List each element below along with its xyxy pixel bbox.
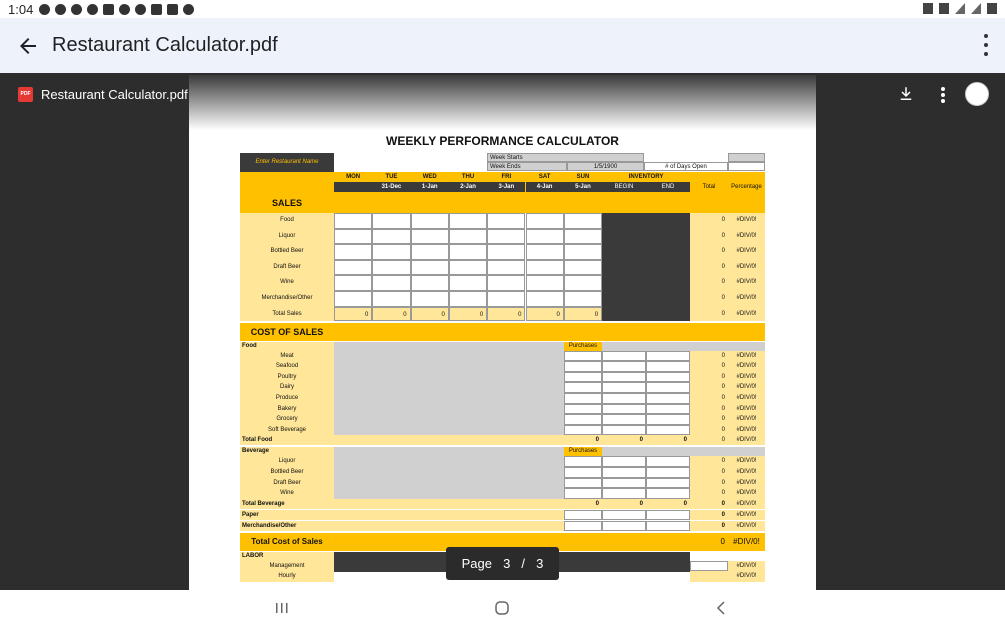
food-purchase-cell (564, 351, 602, 362)
sales-row-label: Draft Beer (240, 260, 334, 276)
date-header: 4-Jan (526, 182, 564, 192)
sheet-title: WEEKLY PERFORMANCE CALCULATOR (386, 134, 619, 148)
day-header: MON (334, 173, 372, 182)
total-sales-cell: 0 (564, 307, 602, 321)
sales-input-cell (564, 275, 602, 291)
sales-input-cell (449, 260, 487, 276)
sales-total-cell: 0 (690, 229, 728, 245)
inventory-header: INVENTORY (602, 173, 690, 182)
total-header: Total (690, 182, 728, 192)
beverage-row-gray (334, 467, 564, 478)
sales-input-cell (372, 244, 410, 260)
sales-input-cell (564, 244, 602, 260)
food-total-cell: 0 (690, 425, 728, 436)
sales-input-cell (526, 260, 564, 276)
days-open-label: # of Days Open (644, 162, 728, 171)
food-end-cell (646, 351, 690, 362)
food-begin-cell (602, 404, 646, 415)
food-pct-cell: #DIV/0! (728, 382, 765, 393)
viewer-file-name: Restaurant Calculator.pdf (41, 87, 188, 102)
food-row-gray (334, 351, 564, 362)
labor-pct-cell: #DIV/0! (728, 561, 765, 572)
paper-purchase-cell (564, 510, 602, 520)
food-total-cell: 0 (690, 382, 728, 393)
food-row-label: Grocery (240, 414, 334, 425)
total-sales-cell: 0 (411, 307, 449, 321)
beverage-row-label: Draft Beer (240, 478, 334, 489)
food-end-cell (646, 414, 690, 425)
sales-header: SALES (240, 194, 334, 213)
sales-total-cell: 0 (690, 260, 728, 276)
avatar[interactable] (965, 82, 989, 106)
food-row-label: Soft Beverage (240, 425, 334, 436)
merch-pct: #DIV/0! (728, 521, 765, 531)
paper-total: 0 (690, 510, 728, 520)
sales-input-cell (526, 229, 564, 245)
sales-inventory-cell (602, 244, 690, 260)
page-label: Page (461, 556, 492, 571)
beverage-begin-cell (602, 488, 646, 499)
food-purchase-cell (564, 414, 602, 425)
food-purchase-cell (564, 425, 602, 436)
beverage-total-cell: 0 (690, 478, 728, 489)
food-end-cell (646, 361, 690, 372)
beverage-purchase-cell (564, 467, 602, 478)
food-pct-cell: #DIV/0! (728, 425, 765, 436)
food-begin-cell (602, 361, 646, 372)
date-header: 1-Jan (411, 182, 449, 192)
sales-input-cell (411, 244, 449, 260)
restaurant-name-field: Enter Restaurant Name (240, 153, 334, 172)
beverage-purchase-cell (564, 488, 602, 499)
sales-input-cell (449, 275, 487, 291)
sales-total-cell: 0 (690, 213, 728, 229)
app-icon (135, 4, 146, 15)
pdf-page (189, 75, 816, 590)
page-top-shadow (189, 75, 816, 130)
header-blank (728, 153, 765, 162)
page-indicator (446, 547, 559, 580)
food-row-label: Bakery (240, 404, 334, 415)
sales-input-cell (487, 244, 525, 260)
beverage-pct-cell: #DIV/0! (728, 478, 765, 489)
sales-input-cell (449, 291, 487, 307)
app-bar (0, 18, 1005, 73)
beverage-gray-right (602, 447, 765, 456)
total-sales-cell: 0 (526, 307, 564, 321)
sales-input-cell (564, 291, 602, 307)
food-begin-cell (602, 372, 646, 383)
food-total-cell: 0 (690, 393, 728, 404)
date-header (334, 182, 372, 192)
total-cost-pct: #DIV/0! (728, 533, 765, 551)
cast-icon (103, 4, 114, 15)
begin-header: BEGIN (602, 182, 646, 192)
total-food-begin: 0 (602, 435, 646, 445)
sales-row-label: Bottled Beer (240, 244, 334, 260)
day-header: TUE (372, 173, 410, 182)
food-end-cell (646, 382, 690, 393)
labor-row-label: Hourly (240, 571, 334, 582)
page-total: 3 (536, 556, 544, 571)
paper-end-cell (646, 510, 690, 520)
pdf-viewer[interactable] (0, 73, 1005, 590)
labor-pct-cell: #DIV/0! (728, 571, 765, 582)
download-icon[interactable] (897, 85, 915, 103)
sales-inventory-cell (602, 260, 690, 276)
beverage-purchase-cell (564, 478, 602, 489)
merch-end-cell (646, 521, 690, 531)
paper-label: Paper (240, 510, 564, 520)
system-nav-bar (0, 590, 1005, 628)
food-row-gray (334, 372, 564, 383)
total-beverage-label: Total Beverage (240, 499, 440, 509)
info-icon (151, 4, 162, 15)
food-row-gray (334, 404, 564, 415)
beverage-row-label: Bottled Beer (240, 467, 334, 478)
bluetooth-icon (939, 3, 949, 14)
sales-input-cell (487, 213, 525, 229)
total-food-pct: #DIV/0! (728, 435, 765, 445)
food-total-cell: 0 (690, 351, 728, 362)
back-arrow-icon[interactable] (16, 34, 40, 58)
food-pct-cell: #DIV/0! (728, 393, 765, 404)
food-end-cell (646, 372, 690, 383)
food-row-gray (334, 425, 564, 436)
date-header: 2-Jan (449, 182, 487, 192)
beverage-pct-cell: #DIV/0! (728, 456, 765, 467)
food-row-label: Produce (240, 393, 334, 404)
sales-input-cell (411, 229, 449, 245)
food-purchase-cell (564, 382, 602, 393)
total-food-label: Total Food (240, 435, 440, 445)
total-sales-inventory (602, 307, 690, 321)
day-header: SAT (526, 173, 564, 182)
sales-input-cell (564, 229, 602, 245)
sales-total-cell: 0 (690, 244, 728, 260)
total-sales-total: 0 (690, 307, 728, 321)
total-beverage-purchases: 0 (564, 499, 602, 509)
beverage-row-label: Liquor (240, 456, 334, 467)
beverage-total-cell: 0 (690, 467, 728, 478)
food-end-cell (646, 393, 690, 404)
page-separator: / (521, 556, 526, 571)
percentage-header: Percentage (728, 182, 765, 192)
day-header: FRI (487, 173, 525, 182)
sales-input-cell (487, 275, 525, 291)
merch-total: 0 (690, 521, 728, 531)
labor-label: LABOR (240, 552, 334, 561)
sales-pct-cell: #DIV/0! (728, 275, 765, 291)
back-nav-icon[interactable] (714, 600, 730, 616)
document-title: Restaurant Calculator.pdf (52, 34, 278, 56)
food-row-gray (334, 393, 564, 404)
beverage-row-gray (334, 478, 564, 489)
food-purchases-label: Purchases (564, 342, 602, 351)
food-gray (334, 342, 564, 351)
sales-pct-cell: #DIV/0! (728, 260, 765, 276)
sales-input-cell (449, 213, 487, 229)
food-purchase-cell (564, 372, 602, 383)
sales-row-label: Food (240, 213, 334, 229)
beverage-begin-cell (602, 456, 646, 467)
beverage-begin-cell (602, 478, 646, 489)
sales-total-cell: 0 (690, 291, 728, 307)
sales-row-label: Wine (240, 275, 334, 291)
beverage-row-gray (334, 488, 564, 499)
total-cost-total: 0 (690, 533, 728, 551)
sales-row-label: Merchandise/Other (240, 291, 334, 307)
sales-input-cell (526, 244, 564, 260)
week-starts-label: Week Starts (487, 153, 644, 162)
week-ends-label: Week Ends (487, 162, 567, 171)
food-row-label: Meat (240, 351, 334, 362)
food-begin-cell (602, 414, 646, 425)
recent-apps-icon[interactable] (274, 600, 290, 616)
labor-total-cell (690, 571, 728, 582)
sales-input-cell (411, 275, 449, 291)
sales-pct-cell: #DIV/0! (728, 213, 765, 229)
end-header: END (646, 182, 690, 192)
sales-input-cell (334, 244, 372, 260)
beverage-total-cell: 0 (690, 488, 728, 499)
signal-icon (971, 3, 981, 14)
status-bar (0, 0, 1005, 18)
bluetooth-icon (55, 4, 66, 15)
food-purchase-cell (564, 404, 602, 415)
beverage-begin-cell (602, 467, 646, 478)
mail-icon (167, 4, 178, 15)
sales-input-cell (334, 275, 372, 291)
sales-inventory-cell (602, 275, 690, 291)
food-pct-cell: #DIV/0! (728, 372, 765, 383)
food-total-cell: 0 (690, 372, 728, 383)
food-total-cell: 0 (690, 361, 728, 372)
paper-pct: #DIV/0! (728, 510, 765, 520)
beverage-end-cell (646, 467, 690, 478)
app-icon (71, 4, 82, 15)
food-row-label: Seafood (240, 361, 334, 372)
date-header: 5-Jan (564, 182, 602, 192)
sales-input-cell (411, 260, 449, 276)
sales-input-cell (411, 291, 449, 307)
sales-input-cell (372, 213, 410, 229)
sales-row-label: Liquor (240, 229, 334, 245)
day-header: WED (411, 173, 449, 182)
beverage-pct-cell: #DIV/0! (728, 467, 765, 478)
food-row-gray (334, 361, 564, 372)
page-current: 3 (503, 556, 511, 571)
header-blank (728, 162, 765, 171)
sales-input-cell (372, 275, 410, 291)
sales-inventory-cell (602, 213, 690, 229)
food-total-cell: 0 (690, 414, 728, 425)
beverage-row-gray (334, 456, 564, 467)
total-beverage-pct: #DIV/0! (728, 499, 765, 509)
sales-input-cell (564, 213, 602, 229)
food-row-label: Poultry (240, 372, 334, 383)
food-label: Food (240, 342, 334, 351)
food-end-cell (646, 404, 690, 415)
total-beverage-end: 0 (646, 499, 690, 509)
beverage-end-cell (646, 488, 690, 499)
account-icon (183, 4, 194, 15)
beverage-label: Beverage (240, 447, 334, 456)
pdf-file-icon: PDF (18, 87, 33, 102)
sales-input-cell (372, 260, 410, 276)
viewer-menu-icon[interactable] (941, 87, 945, 103)
sales-input-cell (449, 244, 487, 260)
total-sales-cell: 0 (487, 307, 525, 321)
paper-begin-cell (602, 510, 646, 520)
total-sales-cell: 0 (334, 307, 372, 321)
sales-input-cell (334, 229, 372, 245)
total-food-total: 0 (690, 435, 728, 445)
merch-begin-cell (602, 521, 646, 531)
food-begin-cell (602, 393, 646, 404)
sales-input-cell (526, 275, 564, 291)
beverage-end-cell (646, 478, 690, 489)
overflow-menu-icon[interactable] (983, 34, 989, 56)
beverage-end-cell (646, 456, 690, 467)
sales-input-cell (487, 260, 525, 276)
labor-row-label: Management (240, 561, 334, 572)
status-time: 1:04 (8, 1, 34, 17)
sales-inventory-cell (602, 229, 690, 245)
total-food-end: 0 (646, 435, 690, 445)
beverage-purchase-cell (564, 456, 602, 467)
food-row-gray (334, 382, 564, 393)
day-header: SUN (564, 173, 602, 182)
total-cost-label: Total Cost of Sales (240, 533, 334, 551)
food-gray-right (602, 342, 765, 351)
sales-total-cell: 0 (690, 275, 728, 291)
food-row-gray (334, 414, 564, 425)
cost-of-sales-header: COST OF SALES (240, 323, 334, 341)
food-pct-cell: #DIV/0! (728, 414, 765, 425)
app-icon (119, 4, 130, 15)
sales-input-cell (334, 260, 372, 276)
beverage-gray (334, 447, 564, 456)
food-pct-cell: #DIV/0! (728, 351, 765, 362)
labor-total-cell (690, 561, 728, 572)
app-icon (87, 4, 98, 15)
beverage-total-cell: 0 (690, 456, 728, 467)
food-purchase-cell (564, 393, 602, 404)
food-purchase-cell (564, 361, 602, 372)
food-end-cell (646, 425, 690, 436)
beverage-row-label: Wine (240, 488, 334, 499)
wifi-icon (955, 3, 965, 14)
day-header: THU (449, 173, 487, 182)
total-sales-cell: 0 (372, 307, 410, 321)
total-beverage-begin: 0 (602, 499, 646, 509)
date-header: 31-Dec (372, 182, 410, 192)
food-begin-cell (602, 351, 646, 362)
food-begin-cell (602, 382, 646, 393)
calculator-sheet (240, 130, 765, 590)
food-pct-cell: #DIV/0! (728, 404, 765, 415)
merch-purchase-cell (564, 521, 602, 531)
sales-input-cell (487, 291, 525, 307)
food-total-cell: 0 (690, 404, 728, 415)
food-row-label: Dairy (240, 382, 334, 393)
food-pct-cell: #DIV/0! (728, 361, 765, 372)
week-ends-value: 1/5/1900 (567, 162, 644, 171)
total-sales-label: Total Sales (240, 307, 334, 321)
home-icon[interactable] (494, 600, 510, 616)
food-begin-cell (602, 425, 646, 436)
sales-input-cell (487, 229, 525, 245)
sales-inventory-cell (602, 291, 690, 307)
total-food-purchases: 0 (564, 435, 602, 445)
sales-input-cell (449, 229, 487, 245)
sales-pct-cell: #DIV/0! (728, 229, 765, 245)
sales-input-cell (334, 291, 372, 307)
sales-input-cell (372, 229, 410, 245)
sales-input-cell (411, 213, 449, 229)
sales-input-cell (564, 260, 602, 276)
total-beverage-total: 0 (690, 499, 728, 509)
sales-pct-cell: #DIV/0! (728, 244, 765, 260)
sales-input-cell (526, 213, 564, 229)
total-sales-cell: 0 (449, 307, 487, 321)
beverage-purchases-label: Purchases (564, 447, 602, 456)
merch-label: Merchandise/Other (240, 521, 564, 531)
alarm-icon (923, 3, 933, 14)
total-sales-pct: #DIV/0! (728, 307, 765, 321)
sales-pct-cell: #DIV/0! (728, 291, 765, 307)
sales-input-cell (372, 291, 410, 307)
notification-icon (39, 4, 50, 15)
battery-icon (987, 3, 997, 14)
sales-input-cell (334, 213, 372, 229)
sales-input-cell (526, 291, 564, 307)
date-header: 3-Jan (487, 182, 525, 192)
beverage-pct-cell: #DIV/0! (728, 488, 765, 499)
